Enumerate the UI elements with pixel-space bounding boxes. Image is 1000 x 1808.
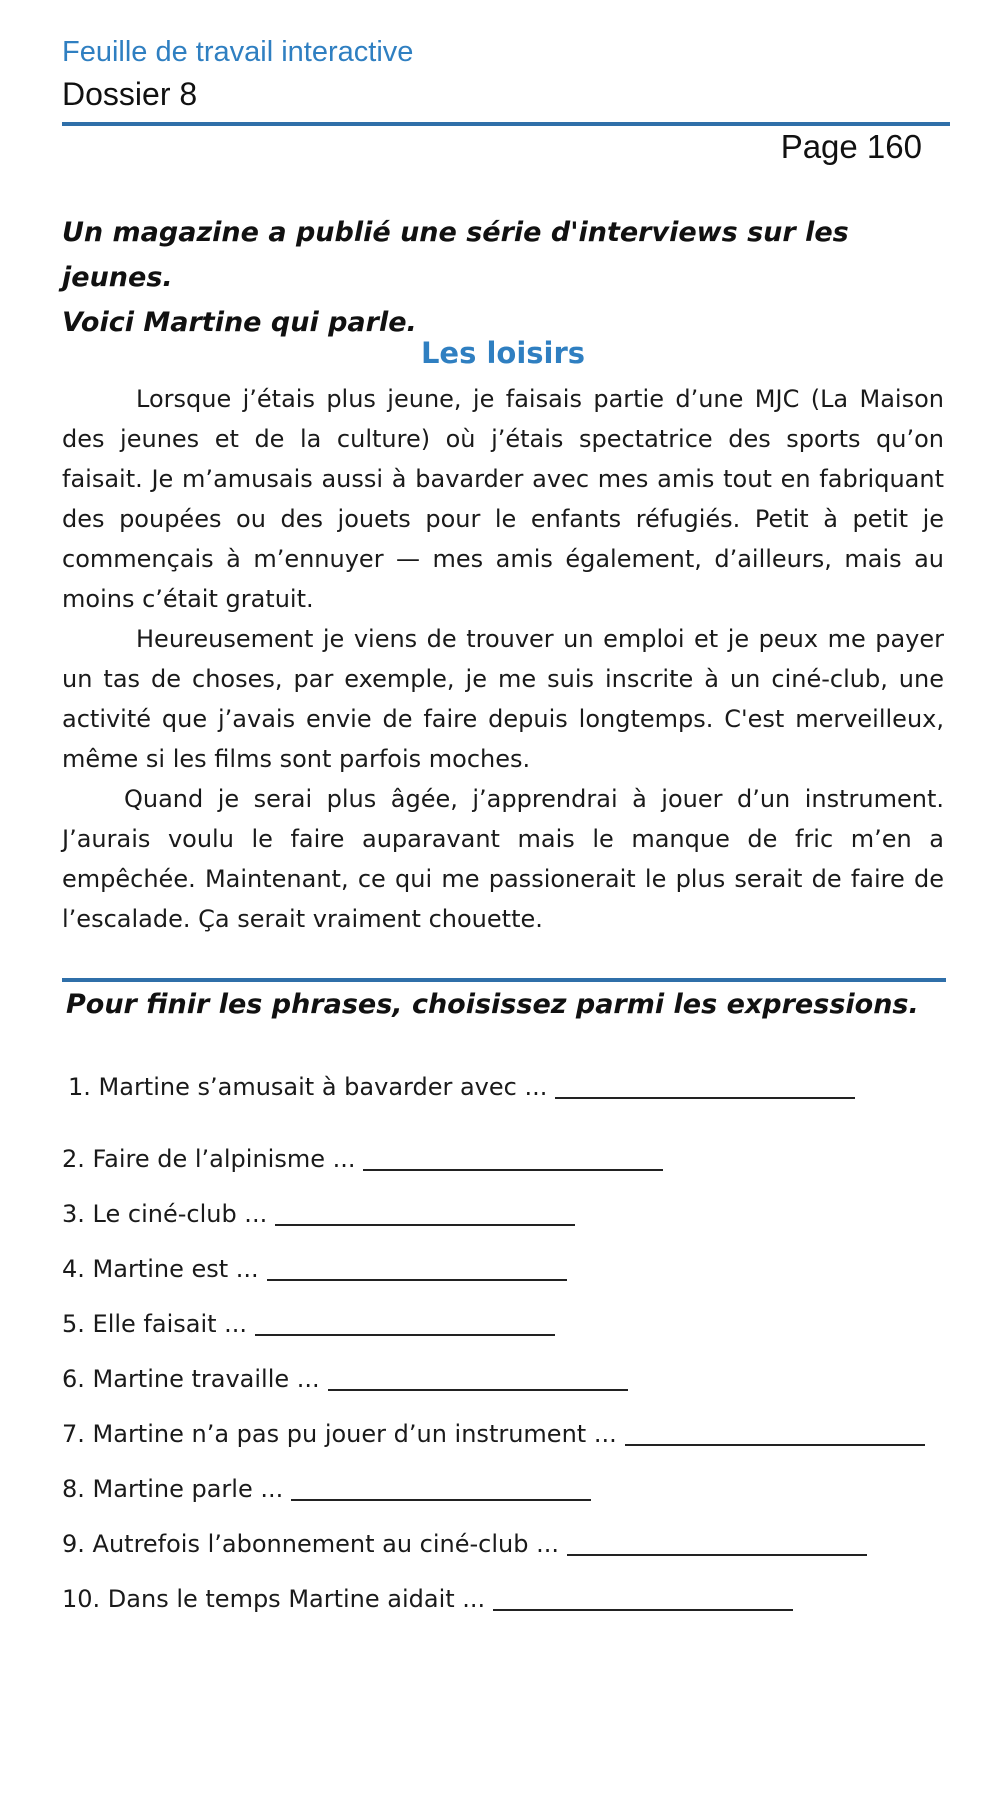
exercise-item	[62, 1142, 663, 1176]
text-title: Les loisirs	[420, 336, 586, 370]
intro-text	[62, 210, 952, 345]
exercise-item-text: 9. Autrefois l’abonnement au ciné-club ...	[62, 1530, 559, 1558]
exercise-item	[62, 1362, 628, 1396]
exercise-item	[62, 1582, 793, 1616]
exercise-item	[62, 1307, 555, 1341]
paragraph: Lorsque j’étais plus jeune, je faisais partie d’une MJC (La Maison des jeunes et de la culture) où j’étais spectatrice des sports qu’on faisait. Je m’amusais aussi à bavarder avec mes amis tout en fabriquant des poupées ou des jouets pour le enfants réfugiés. Petit à petit je commençais à m’ennuyer — mes amis également, d’ailleurs, mais au moins c’était gratuit.	[62, 385, 944, 613]
reading-text	[62, 379, 944, 939]
answer-blank[interactable]	[567, 1530, 867, 1556]
page-number: Page 160	[780, 128, 922, 165]
answer-blank[interactable]	[555, 1073, 855, 1099]
worksheet-kicker: Feuille de travail interactive	[62, 36, 414, 68]
exercise-item-text: 2. Faire de l’alpinisme ...	[62, 1145, 356, 1173]
answer-blank[interactable]	[328, 1365, 628, 1391]
exercise-item	[62, 1527, 867, 1561]
exercise-item-text: 6. Martine travaille ...	[62, 1365, 320, 1393]
answer-blank[interactable]	[363, 1145, 663, 1171]
exercise-item	[62, 1252, 567, 1286]
answer-blank[interactable]	[255, 1310, 555, 1336]
exercise-item-text: 5. Elle faisait ...	[62, 1310, 248, 1338]
exercise-divider	[62, 978, 946, 982]
exercise-item	[62, 1417, 925, 1451]
exercise-item	[62, 1197, 575, 1231]
answer-blank[interactable]	[493, 1585, 793, 1611]
answer-blank[interactable]	[625, 1420, 925, 1446]
exercise-item-text: 3. Le ciné-club ...	[62, 1200, 268, 1228]
exercise-item-text: 10. Dans le temps Martine aidait ...	[62, 1585, 486, 1613]
exercise-item	[62, 1472, 591, 1506]
exercise-item-text: 7. Martine n’a pas pu jouer d’un instrument ...	[62, 1420, 617, 1448]
intro-line-2: Voici Martine qui parle.	[62, 307, 417, 338]
exercise-item-text: 4. Martine est ...	[62, 1255, 259, 1283]
header-divider	[62, 122, 950, 126]
exercise-item	[68, 1070, 855, 1104]
paragraph: Heureusement je viens de trouver un emploi et je peux me payer un tas de choses, par exemple, je me suis inscrite à un ciné-club, une activité que j’avais envie de faire depuis longtemps. C'est merveilleux, même si les films sont parfois moches.	[62, 625, 944, 773]
intro-line-1: Un magazine a publié une série d'interviews sur les jeunes.	[62, 217, 849, 293]
answer-blank[interactable]	[267, 1255, 567, 1281]
exercise-instruction: Pour finir les phrases, choisissez parmi les expressions.	[66, 989, 919, 1020]
exercise-item-text: 8. Martine parle ...	[62, 1475, 284, 1503]
paragraph: Quand je serai plus âgée, j’apprendrai à jouer d’un instrument. J’aurais voulu le faire auparavant mais le manque de fric m’en a empêchée. Maintenant, ce qui me passionerait le plus serait de faire de l’escalade. Ça serait vraiment chouette.	[62, 785, 944, 933]
exercise-item-text: 1. Martine s’amusait à bavarder avec ...	[68, 1073, 548, 1101]
dossier-title: Dossier 8	[62, 76, 198, 112]
answer-blank[interactable]	[275, 1200, 575, 1226]
answer-blank[interactable]	[291, 1475, 591, 1501]
